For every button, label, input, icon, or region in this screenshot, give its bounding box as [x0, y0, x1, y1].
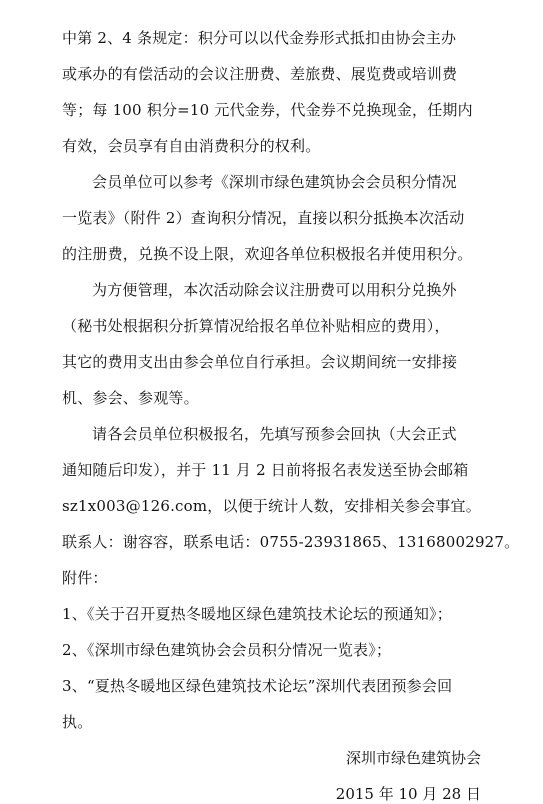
attachment-item-2: 2、《深圳市绿色建筑协会会员积分情况一览表》；	[62, 641, 392, 659]
paragraph1-line-4: 有效，会员享有自由消费积分的权利。	[62, 137, 321, 155]
attachment-item-3-continued: 执。	[62, 713, 93, 731]
paragraph4-line-3: sz1x003@126.com，以便于统计人数，安排相关参会事宜。	[62, 497, 481, 515]
paragraph2-line-3: 的注册费，兑换不设上限，欢迎各单位积极报名并使用积分。	[62, 245, 473, 263]
paragraph1-line-3: 等；每 100 积分=10 元代金券，代金券不兑换现金，任期内	[62, 101, 473, 119]
paragraph3-line-4: 机、参会、参观等。	[62, 389, 199, 407]
paragraph3-line-2: （秘书处根据积分折算情况给报名单位补贴相应的费用），	[62, 317, 450, 335]
signature-organization: 深圳市绿色建筑协会	[345, 749, 481, 767]
attachment-item-3: 3、“夏热冬暖地区绿色建筑技术论坛”深圳代表团预参会回	[62, 677, 453, 695]
paragraph1-line-2: 或承办的有偿活动的会议注册费、差旅费、展览费或培训费	[62, 65, 458, 83]
paragraph3-line-1: 为方便管理，本次活动除会议注册费可以用积分兑换外	[92, 281, 457, 299]
signature-date: 2015 年 10 月 28 日	[335, 785, 481, 803]
paragraph4-line-1: 请各会员单位积极报名，先填写预参会回执（大会正式	[92, 425, 457, 443]
paragraph1-line-1: 中第 2、4 条规定：积分可以以代金券形式抵扣由协会主办	[62, 29, 457, 47]
contact-line: 联系人：谢容容，联系电话：0755-23931865、13168002927。	[62, 533, 520, 551]
attachment-item-1: 1、《关于召开夏热冬暖地区绿色建筑技术论坛的预通知》；	[62, 605, 452, 623]
attachments-heading: 附件：	[62, 569, 108, 587]
paragraph4-line-2: 通知随后印发），并于 11 月 2 日前将报名表发送至协会邮箱	[62, 461, 469, 479]
paragraph2-line-2: 一览表》（附件 2）查询积分情况，直接以积分抵换本次活动	[62, 209, 465, 227]
paragraph3-line-3: 其它的费用支出由参会单位自行承担。会议期间统一安排接	[62, 353, 458, 371]
paragraph2-line-1: 会员单位可以参考《深圳市绿色建筑协会会员积分情况	[92, 173, 457, 191]
